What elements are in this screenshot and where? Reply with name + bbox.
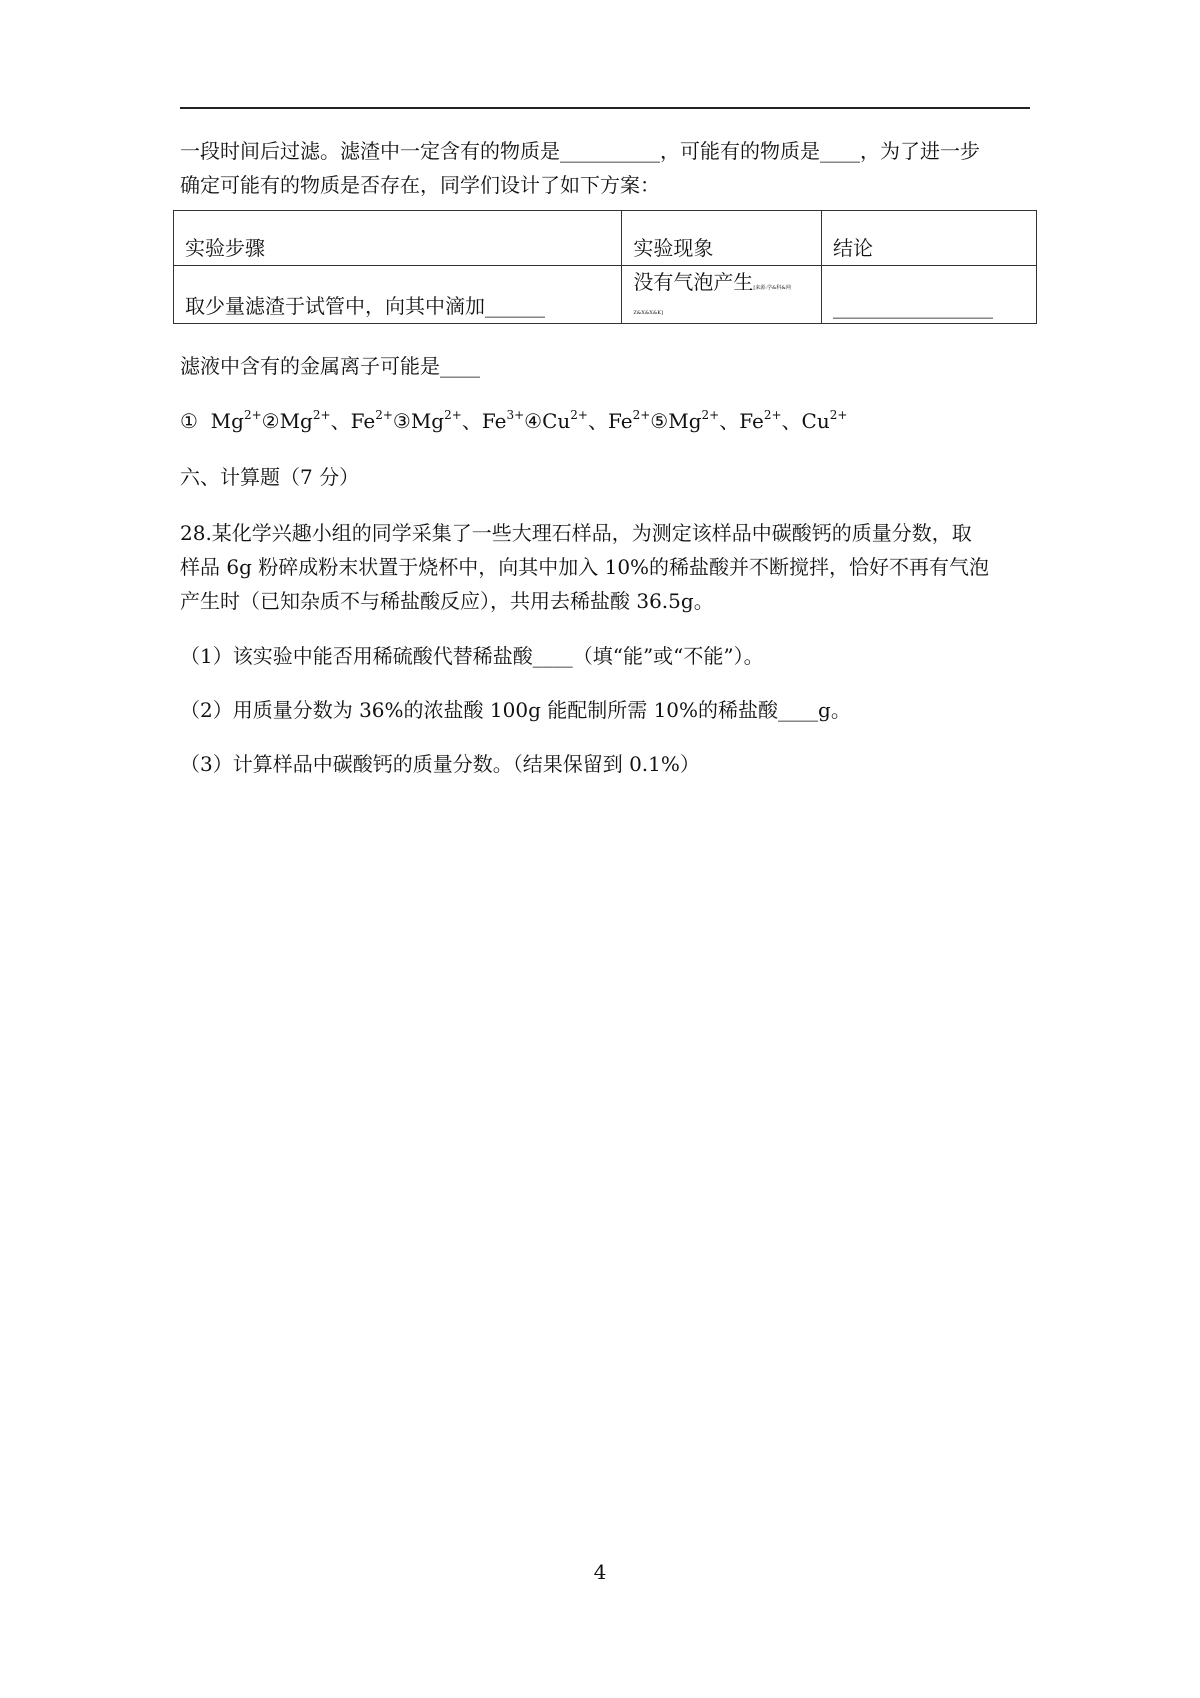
cell-step: 取少量滤渣于试管中，向其中滴加______ <box>174 266 622 324</box>
intro-line-1: 一段时间后过滤。滤渣中一定含有的物质是__________，可能有的物质是____，为了进一步 <box>180 139 980 163</box>
cell-phenomenon <box>622 266 822 324</box>
experiment-table <box>173 210 1037 324</box>
header-cell-steps: 实验步骤 <box>174 211 622 266</box>
header-cell-conclusion: 结论 <box>822 211 1037 266</box>
sub-question-2: （2）用质量分数为 36%的浓盐酸 100g 能配制所需 10%的稀盐酸____g。 <box>180 698 851 722</box>
sub-question-1: （1）该实验中能否用稀硫酸代替稀盐酸____（填“能”或“不能”）。 <box>180 644 764 668</box>
section-title: 六、计算题（7 分） <box>180 465 360 489</box>
source-watermark: [来源:学&科&网Z&X&X&K] <box>633 285 791 316</box>
page-number: 4 <box>593 1560 607 1584</box>
table-row <box>174 266 1037 324</box>
table-header-row <box>174 211 1037 266</box>
filtrate-question: 滤液中含有的金属离子可能是____ <box>180 354 480 378</box>
header-rule <box>180 107 1030 109</box>
cell-conclusion: ________________ <box>822 266 1037 324</box>
phenomenon-text: 没有气泡产生 <box>633 270 754 294</box>
header-cell-phenomenon: 实验现象 <box>622 211 822 266</box>
q28-line-3: 产生时（已知杂质不与稀盐酸反应），共用去稀盐酸 36.5g。 <box>180 589 714 613</box>
ion-options: ① $Mg^{2+}②Mg^{2+}$、$Fe^{2+}③Mg^{2+}$、$Fe^{3+}④Cu^{2+}$、$Fe^{2+}⑤Mg^{2+}$、$Fe^{2+}$、$Cu^{2+}$ <box>180 408 848 433</box>
q28-line-2: 样品 6g 粉碎成粉末状置于烧杯中，向其中加入 10%的稀盐酸并不断搅拌，恰好不再有气泡 <box>180 555 990 579</box>
q28-line-1: 28.某化学兴趣小组的同学采集了一些大理石样品，为测定该样品中碳酸钙的质量分数，取 <box>180 521 972 545</box>
sub-question-3: （3）计算样品中碳酸钙的质量分数。（结果保留到 0.1%） <box>180 752 700 776</box>
intro-line-2: 确定可能有的物质是否存在，同学们设计了如下方案： <box>180 173 660 197</box>
